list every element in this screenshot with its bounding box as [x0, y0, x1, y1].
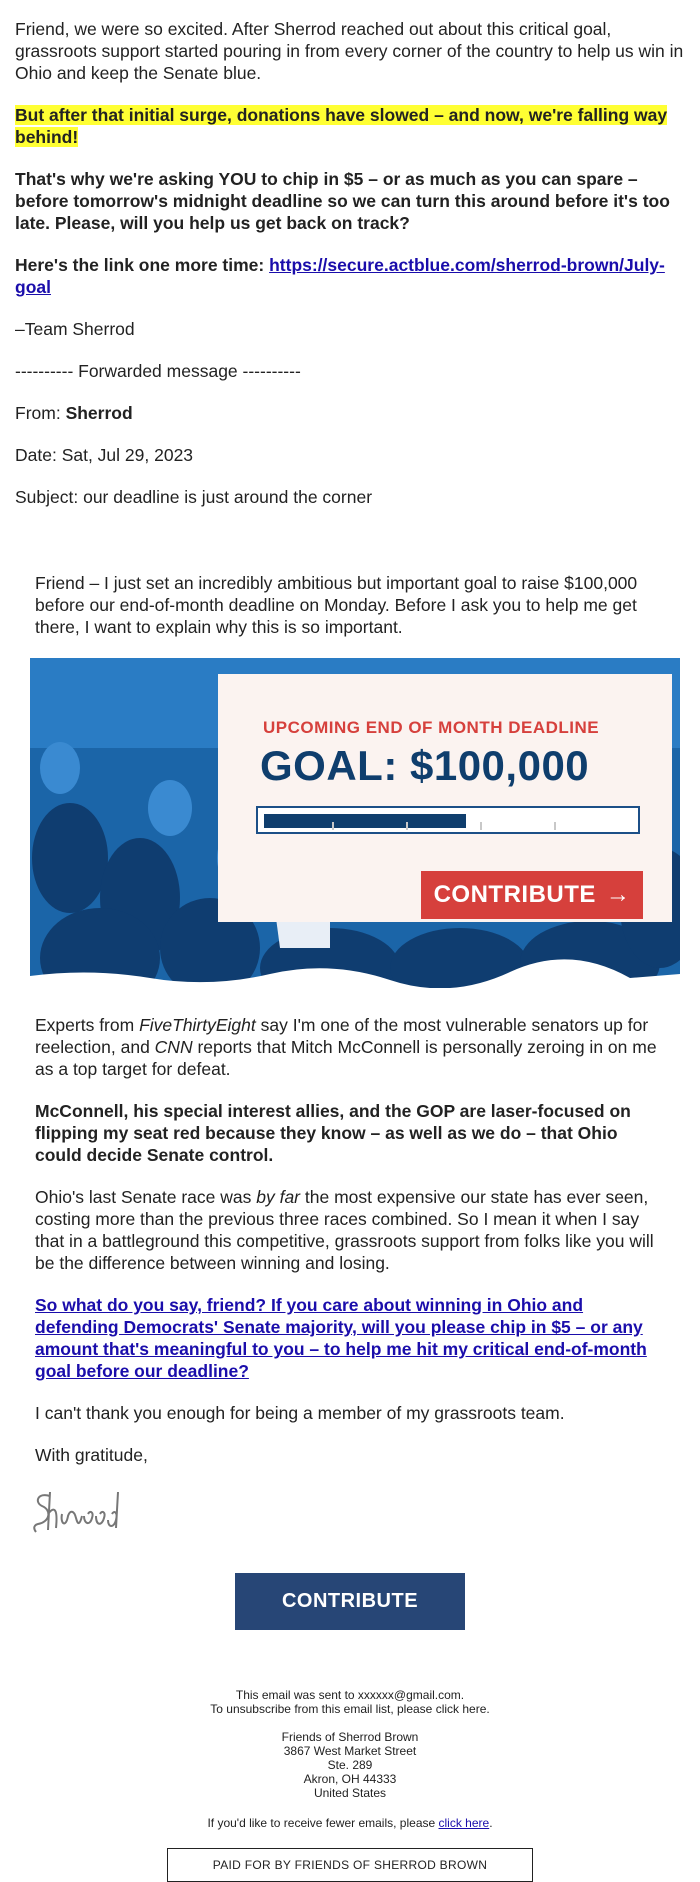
gratitude-paragraph: With gratitude, [35, 1445, 148, 1465]
progress-tick [406, 822, 408, 830]
experts-text: Experts from [35, 1015, 140, 1035]
race-paragraph [35, 1186, 665, 1274]
forwarded-date: Date: Sat, Jul 29, 2023 [15, 445, 194, 465]
experts-paragraph [35, 1014, 665, 1080]
signature-image [30, 1484, 130, 1542]
progress-tick [554, 822, 556, 830]
goal-progress-fill [264, 814, 466, 828]
sent-to-line [0, 1688, 700, 1702]
banner-contribute-button[interactable] [421, 871, 643, 919]
progress-tick [332, 822, 334, 830]
mailing-address [0, 1730, 700, 1800]
letter-section [0, 572, 700, 638]
sent-to-text: This email was sent to [235, 1688, 358, 1702]
address-city: Akron, OH 44333 [303, 1772, 397, 1786]
link-prefix: Here's the link one more time: [15, 255, 270, 275]
recipient-email: xxxxxx@gmail.com. [357, 1688, 465, 1702]
link-paragraph [15, 254, 686, 298]
address-suite: Ste. 289 [327, 1758, 373, 1772]
highlight-paragraph [15, 104, 686, 148]
thanks-paragraph: I can't thank you enough for being a member of my grassroots team. [35, 1403, 565, 1423]
fewer-emails-link[interactable]: click here [438, 1816, 490, 1830]
forwarded-subject: Subject: our deadline is just around the corner [15, 487, 373, 507]
race-text: the most expensive our state has ever seen, costing more than the previous three races combined. So I mean it when I say that in a battleground this competitive, grassroots support from folks like you will be the difference between winning and losing. [35, 1187, 654, 1273]
intro-section [0, 0, 700, 508]
fewer-emails-text: If you'd like to receive fewer emails, please [207, 1816, 439, 1830]
from-name: Sherrod [65, 403, 133, 423]
address-org: Friends of Sherrod Brown [281, 1730, 419, 1744]
donate-link[interactable]: https://secure.actblue.com/sherrod-brown/July-goal [15, 255, 665, 297]
contribute-button[interactable]: CONTRIBUTE [235, 1573, 465, 1630]
ask-donate-link[interactable]: So what do you say, friend? If you care about winning in Ohio and defending Democrats' Senate majority, will you please chip in $5 – or any amount that's meaningful to you – to help me hit my critical end-of-month goal before our deadline? [35, 1295, 647, 1381]
paid-for-disclaimer: PAID FOR BY FRIENDS OF SHERROD BROWN [167, 1848, 533, 1882]
email-footer [0, 1688, 700, 1882]
mcconnell-paragraph: McConnell, his special interest allies, and the GOP are laser-focused on flipping my seat red because they know – as well as we do – that Ohio could decide Senate control. [35, 1101, 631, 1165]
progress-tick [480, 822, 482, 830]
ask-paragraph: That's why we're asking YOU to chip in $5 – or as much as you can spare – before tomorrow's midnight deadline so we can turn this around before it's too late. Please, will you help us get back on track? [15, 169, 670, 233]
fewer-emails-line [0, 1816, 700, 1830]
arrow-right-icon: → [605, 881, 631, 908]
highlight-text: But after that initial surge, donations have slowed – and now, we're falling way behind! [15, 105, 668, 147]
forwarded-header-block [15, 360, 686, 508]
ask-link-paragraph [35, 1294, 665, 1382]
fewer-emails-suffix: . [489, 1816, 493, 1830]
address-street: 3867 West Market Street [283, 1744, 417, 1758]
forwarded-from [15, 402, 686, 424]
team-signoff: –Team Sherrod [15, 319, 135, 339]
deadline-eyebrow: UPCOMING END OF MONTH DEADLINE [263, 718, 600, 737]
cnn-emphasis: CNN [154, 1037, 193, 1057]
fivethirtyeight-emphasis: FiveThirtyEight [139, 1015, 256, 1035]
unsubscribe-line[interactable]: To unsubscribe from this email list, please click here. [210, 1702, 490, 1716]
race-text: Ohio's last Senate race was [35, 1187, 257, 1207]
experts-text: say I'm one of the most vulnerable senators up for reelection, and [35, 1015, 649, 1057]
address-country: United States [313, 1786, 387, 1800]
experts-text: reports that Mitch McConnell is personally zeroing in on me as a top target for defeat. [35, 1037, 657, 1079]
goal-banner[interactable] [30, 658, 680, 988]
intro-paragraph: Friend, we were so excited. After Sherrod reached out about this critical goal, grassroots support started pouring in from every corner of the country to help us win in Ohio and keep the Senate blue. [15, 19, 684, 83]
banner-contribute-label: CONTRIBUTE [433, 881, 596, 908]
letter-body [0, 1014, 700, 1466]
from-label: From: [15, 403, 66, 423]
lede-paragraph: Friend – I just set an incredibly ambitious but important goal to raise $100,000 before our end-of-month deadline on Monday. Before I ask you to help me get there, I want to explain why this is so important. [35, 573, 638, 637]
goal-amount: GOAL: $100,000 [260, 742, 590, 789]
goal-progress-bar [256, 806, 640, 834]
forwarded-header: ---------- Forwarded message ---------- [15, 361, 301, 381]
by-far-emphasis: by far [256, 1187, 301, 1207]
